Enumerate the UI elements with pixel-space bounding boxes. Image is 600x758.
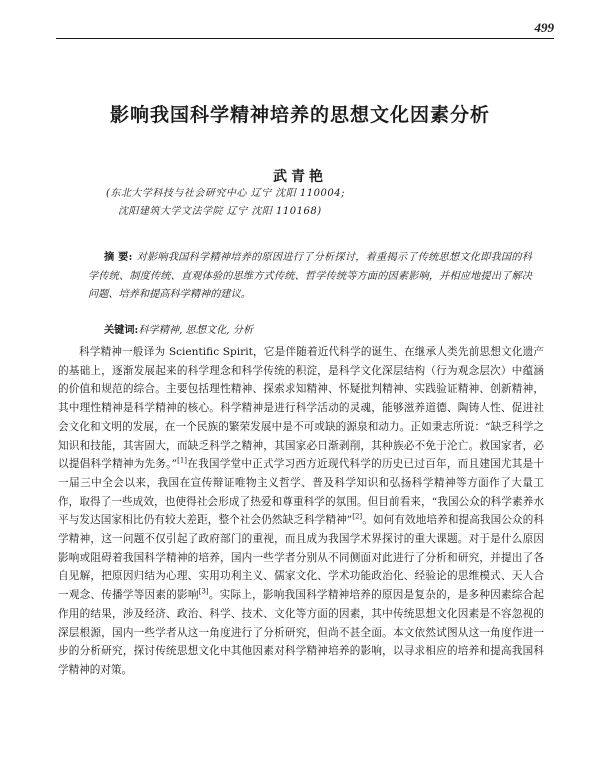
keywords — [104, 321, 253, 336]
author-name: 武青艳 — [273, 169, 327, 185]
affiliation-line-2: 沈阳建筑大学文法学院 辽宁 沈阳 110168) — [118, 206, 322, 217]
keywords-label: 关键词: — [104, 324, 139, 336]
abstract — [88, 248, 532, 305]
abstract-label: 摘 要: — [104, 251, 133, 263]
article-title: 影响我国科学精神培养的思想文化因素分析 — [109, 104, 490, 126]
body-text-part-1: 科学精神一般译为 Scientific Spirit，它是伴随着近代科学的诞生、在继承人类先前思想文化遗产的基础上，逐渐发展起来的科学理念和科学传统的积淀，是科学文化深层结构（行为观念层次）中蕴涵的价值和规范的综合。主要包括理性精神、探索求知精神、怀疑批判精神、实践验证精神、创新精神，其中理性精神是科学精神的核心。科学精神是进行科学活动的灵魂，能够滋养道德、陶铸人性、促进社会文化和文明的发展，在一个民族的繁荣发展中是不可或缺的源泉和动力。正如秉志所说：“缺乏科学之知识和技能，其害固大，而缺乏科学之精神，其国家必日渐剥削，其种族必不免于沦亡。救国家者，必以提倡科学精神为先务。” — [58, 346, 544, 471]
keywords-text: 科学精神, 思想文化, 分析 — [138, 325, 254, 336]
body-paragraph — [58, 343, 544, 680]
body-text-part-2: 在我国学堂中正式学习西方近现代科学的历史已过百年，而且建国尤其是十一届三中全会以来，我国在宣传辩证唯物主义哲学、普及科学知识和弘扬科学精神等方面作了大量工作，取得了一些成效，也使得社会形成了热爱和尊重科学的氛围。但目前看来，“我国公众的科学素养水平与发达国家相比仍有较大差距，整个社会仍然缺乏科学精神” — [58, 458, 544, 527]
page-number: 499 — [534, 20, 554, 35]
citation-ref-3[interactable]: [3] — [198, 587, 209, 596]
citation-ref-2[interactable]: [2] — [352, 512, 363, 521]
citation-ref-1[interactable]: [1] — [177, 456, 188, 465]
affiliation-line-1: (东北大学科技与社会研究中心 辽宁 沈阳 110004; — [106, 188, 345, 199]
body-text-part-4: 。实际上，影响我国科学精神培养的原因是复杂的，是多种因素综合起作用的结果，涉及经济、政治、科学、技术、文化等方面的因素，其中传统思想文化因素是不容忽视的深层根源，国内一些学者从这一角度进行了分析研究，但尚不甚全面。本文依然试图从这一角度作进一步的分析研究，探讨传统思想文化中其他因素对科学精神培养的影响，以寻求相应的培养和提高我国科学精神的对策。 — [58, 589, 545, 676]
abstract-text: 对影响我国科学精神培养的原因进行了分析探讨，着重揭示了传统思想文化即我国的科学传统、制度传统、直观体验的思维方式传统、哲学传统等方面的因素影响，并相应地提出了解决问题、培养和提高科学精神的建议。 — [88, 252, 532, 301]
body-text-part-3: 。如何有效地培养和提高我国公众的科学精神，这一问题不仅引起了政府部门的重视，而且成为我国学术界探讨的重大课题。对于是什么原因影响或阻碍着我国科学精神的培养，国内一些学者分别从不同侧面对此进行了分析和研究，并提出了各自见解，把原因归结为心理、实用功利主义、儒家文化、学术功能政治化、经验论的思维模式、天人合一观念、传播学等因素的影响 — [58, 514, 544, 602]
header-rule — [56, 38, 554, 39]
